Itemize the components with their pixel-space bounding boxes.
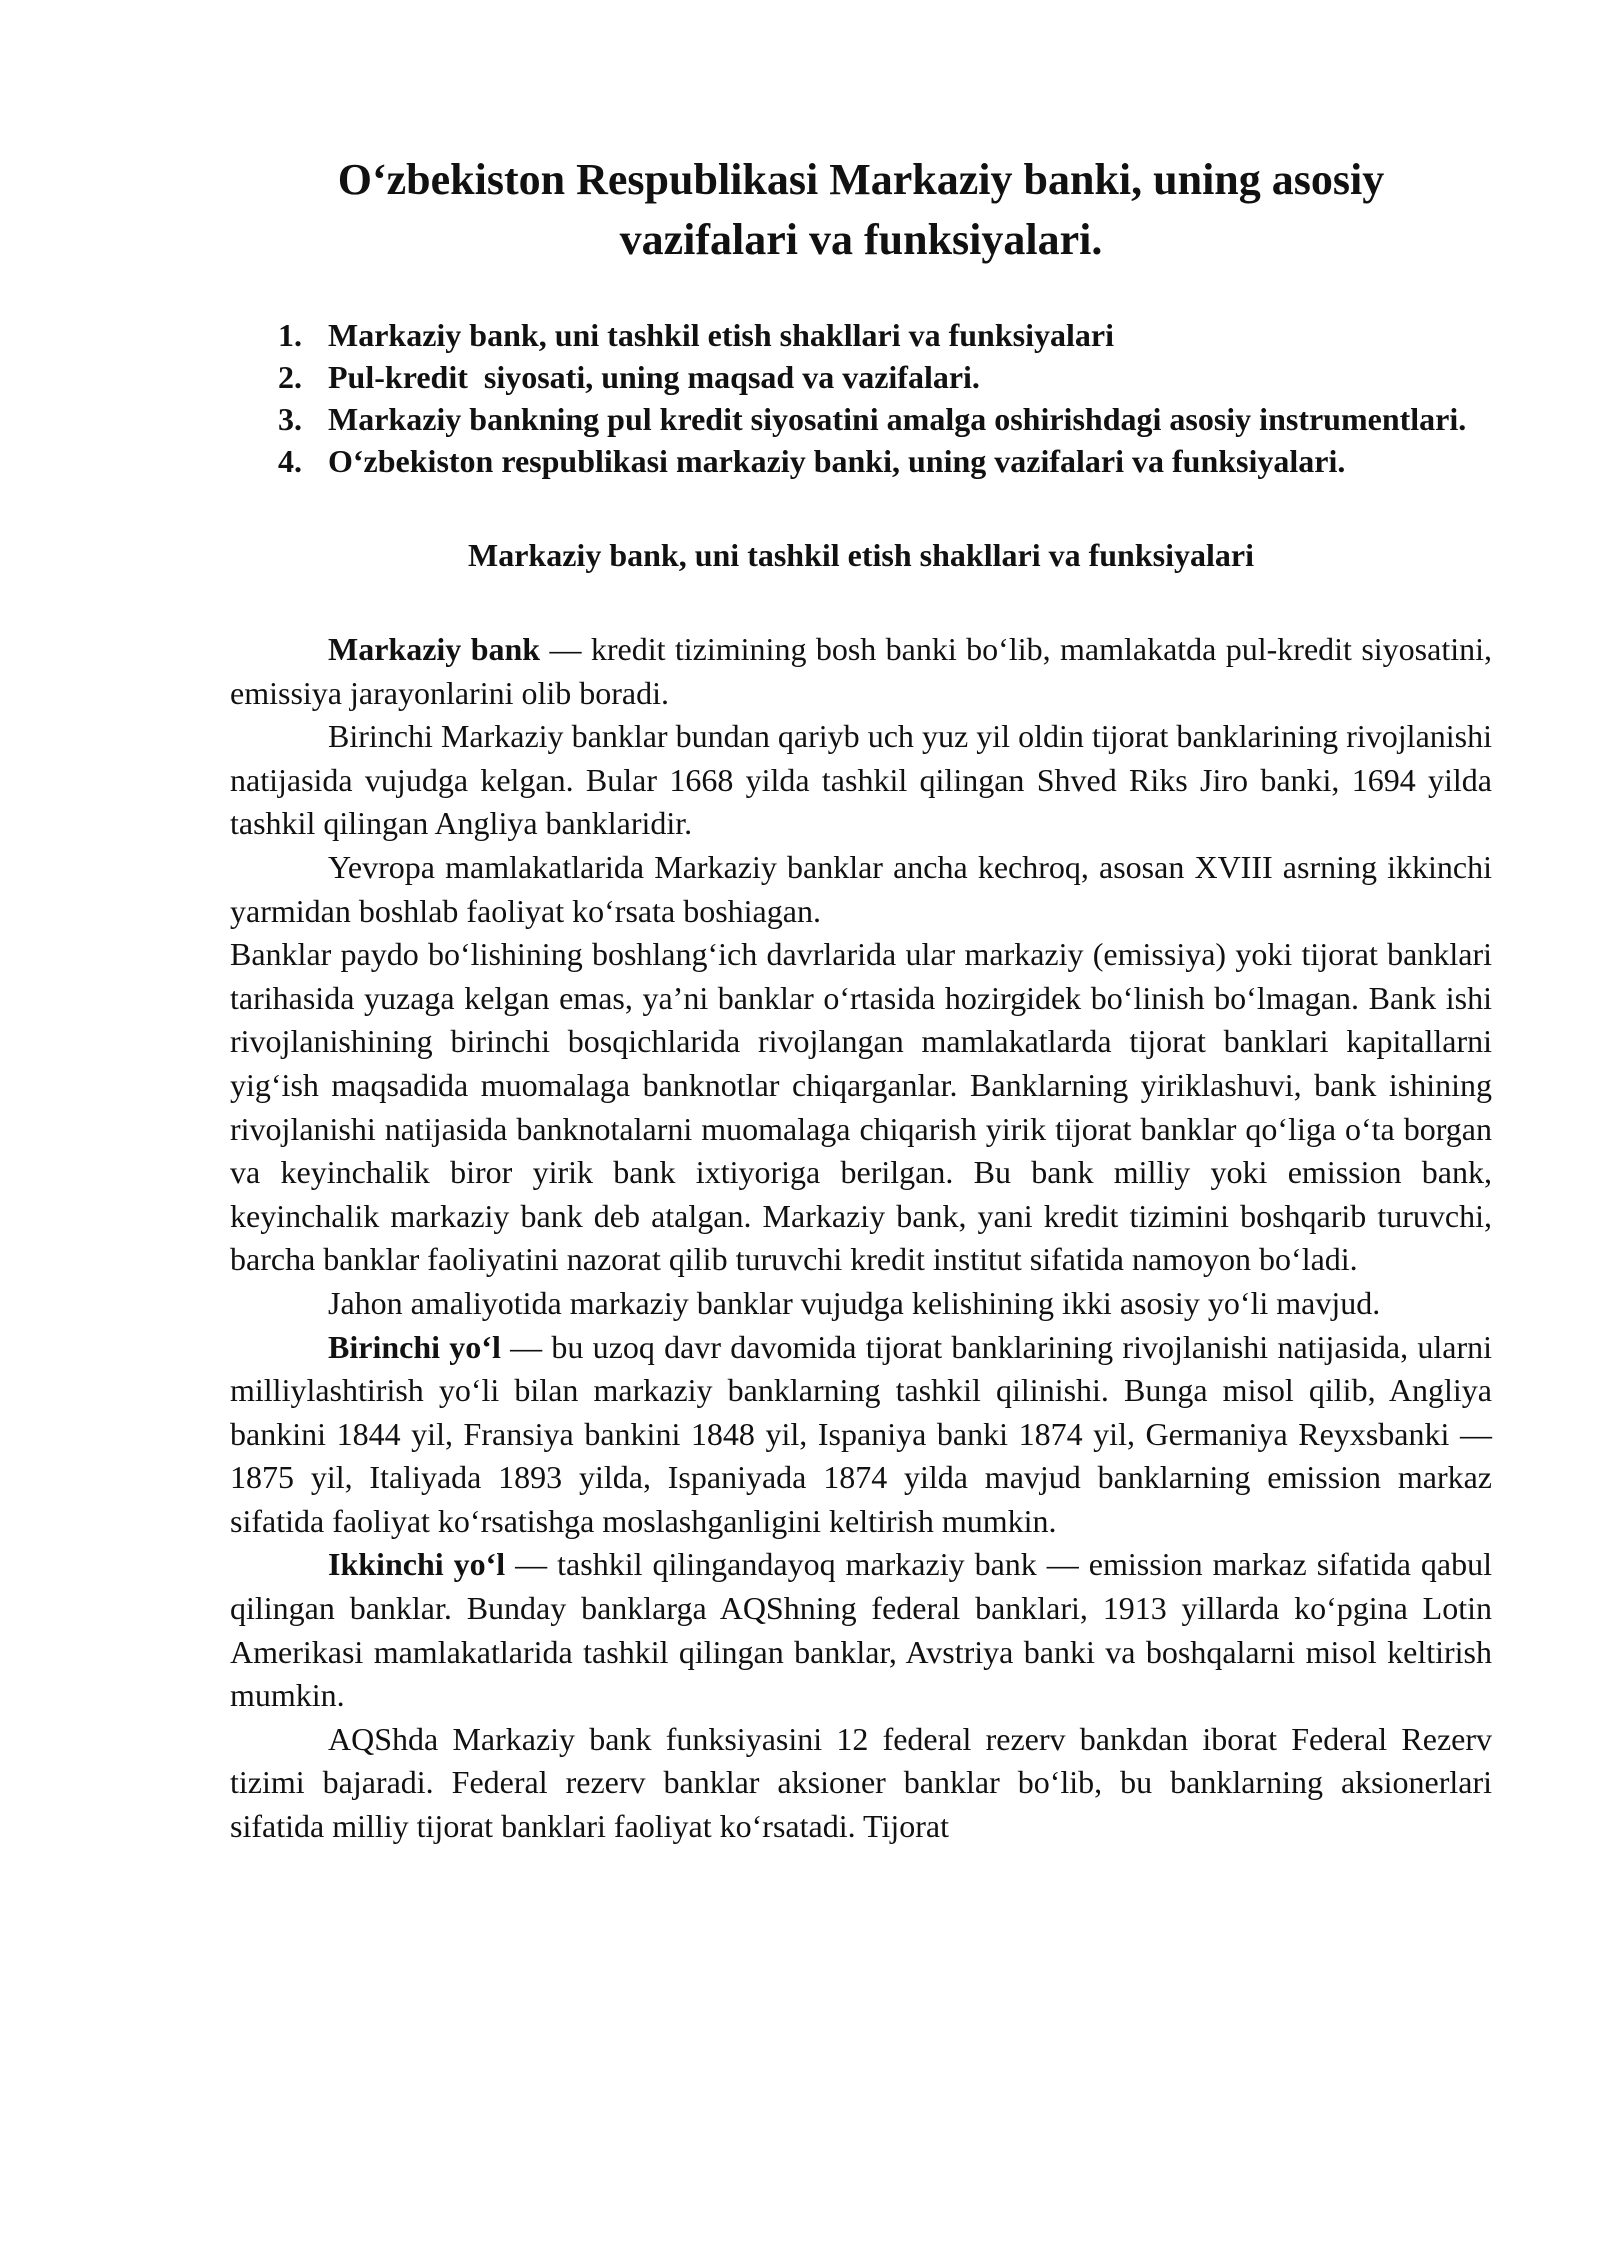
- body-paragraph: [230, 846, 1492, 933]
- topic-text: Markaziy bankning pul kredit siyosatini amalga oshirishdagi asosiy instrumentlari.: [328, 401, 1467, 437]
- body-paragraph: [230, 628, 1492, 715]
- paragraph-text: AQShda Markaziy bank funksiyasini 12 federal rezerv bankdan iborat Federal Rezerv tizimi bajaradi. Federal rezerv banklar aksioner banklar bo‘lib, bu banklarning aksionerlari sifatida milliy tijorat banklari faoliyat ko‘rsatadi. Tijorat: [230, 1720, 1492, 1845]
- topic-number: 1.: [278, 317, 302, 353]
- paragraph-text: — kredit tizimining bosh banki bo‘lib, mamlakatda pul-kredit siyosatini, emissiya jarayonlarini olib boradi.: [230, 631, 1492, 711]
- section-heading: Markaziy bank, uni tashkil etish shakllari va funksiyalari: [468, 537, 1254, 573]
- term-lead: Ikkinchi yo‘l: [328, 1546, 506, 1583]
- body-paragraph: [230, 933, 1492, 1282]
- topic-list-item: [230, 314, 1492, 356]
- body-paragraph: [230, 1282, 1492, 1326]
- topic-list-item: [230, 440, 1492, 482]
- body-paragraph: [230, 1326, 1492, 1544]
- paragraph-text: Yevropa mamlakatlarida Markaziy banklar ancha kechroq, asosan XVIII asrning ikkinchi yarmidan boshlab faoliyat ko‘rsata boshiagan.: [230, 848, 1492, 929]
- document-title: O‘zbekiston Respublikasi Markaziy banki, uning asosiy vazifalari va funksiyalari.: [337, 155, 1385, 264]
- topic-text: Markaziy bank, uni tashkil etish shakllari va funksiyalari: [328, 317, 1114, 353]
- topic-text: Pul-kredit siyosati, uning maqsad va vazifalari.: [328, 359, 980, 395]
- term-lead: Markaziy bank: [328, 631, 541, 667]
- document-page: [230, 150, 1492, 1849]
- body-paragraph: [230, 1718, 1492, 1849]
- topic-list-item: [230, 398, 1492, 440]
- paragraph-text: Birinchi Markaziy banklar bundan qariyb uch yuz yil oldin tijorat banklarining rivojlanishi natijasida vujudga kelgan. Bular 1668 yilda tashkil qilingan Shved Riks Jiro banki, 1694 yilda tashkil qilingan Angliya banklaridir.: [230, 718, 1492, 842]
- topic-number: 2.: [278, 359, 302, 395]
- topic-text: O‘zbekiston respublikasi markaziy banki, uning vazifalari va funksiyalari.: [328, 443, 1346, 479]
- topic-number: 4.: [278, 443, 302, 479]
- paragraph-text: — bu uzoq davr davomida tijorat banklarining rivojlanishi natijasida, ularni milliylashtirish yo‘li bilan markaziy banklarning tashkil qilinishi. Bunga misol qilib, Angliya bankini 1844 yil, Fransiya bankini 1848 yil, Ispaniya banki 1874 yil, Germaniya Reyxsbanki — 1875 yil, Italiyada 1893 yilda, Ispaniyada 1874 yilda mavjud banklarning emission markaz sifatida faoliyat ko‘rsatishga moslashganligini keltirish mumkin.: [230, 1328, 1493, 1539]
- topic-list-item: [230, 356, 1492, 398]
- body-paragraph: [230, 715, 1492, 846]
- term-lead: Birinchi yo‘l: [328, 1328, 501, 1365]
- paragraph-text: — tashkil qilingandayoq markaziy bank — emission markaz sifatida qabul qilingan banklar. Bunday banklarga AQShning federal banklari, 1913 yillarda ko‘pgina Lotin Amerikasi mamlakatlarida tashkil qilingan banklar, Avstriya banki va boshqalarni misol keltirish mumkin.: [230, 1546, 1493, 1714]
- paragraph-text: Banklar paydo bo‘lishining boshlang‘ich davrlarida ular markaziy (emissiya) yoki tijorat banklari tarihasida yuzaga kelgan emas, ya’ni banklar o‘rtasida hozirgidek bo‘linish bo‘lmagan. Bank ishi rivojlanishining birinchi bosqichlarida rivojlangan mamlakatlarda tijorat banklari kapitallarni yig‘ish maqsadida muomalaga banknotlar chiqarganlar. Banklarning yiriklashuvi, bank ishining rivojlanishi natijasida banknotalarni muomalaga chiqarish yirik tijorat banklar qo‘liga o‘ta borgan va keyinchalik biror yirik bank ixtiyoriga berilgan. Bu bank milliy yoki emission bank, keyinchalik markaziy bank deb atalgan. Markaziy bank, yani kredit tizimini boshqarib turuvchi, barcha banklar faoliyatini nazorat qilib turuvchi kredit institut sifatida namoyon bo‘ladi.: [230, 936, 1492, 1278]
- topic-number: 3.: [278, 401, 302, 437]
- paragraph-text: Jahon amaliyotida markaziy banklar vujudga kelishining ikki asosiy yo‘li mavjud.: [328, 1284, 1381, 1321]
- topic-list: [230, 314, 1492, 482]
- body-paragraph: [230, 1543, 1492, 1717]
